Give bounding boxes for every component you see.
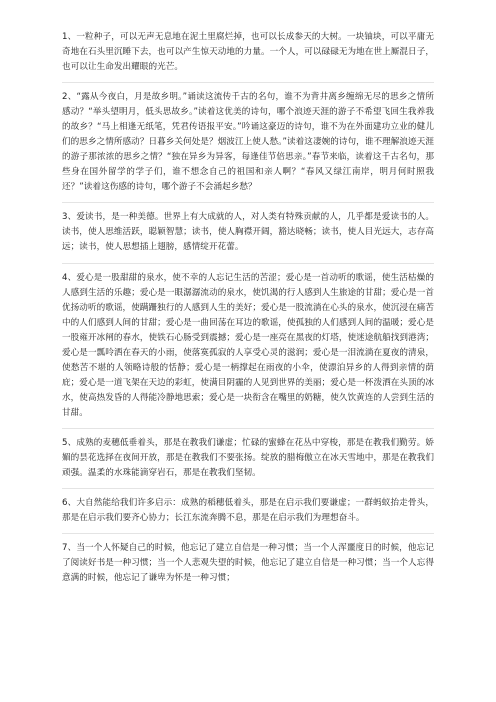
paragraph-3: 3、爱读书，是一种美德。世界上有大成就的人，对人类有特殊贡献的人，几乎都是爱读书的人。读书，使人思维活跃，聪颖智慧；读书，使人胸襟开阔，豁达晓畅；读书，使人目光远大，志存高远；读书，使人思想插上翅膀，感情绽开花蕾。 <box>62 212 434 253</box>
paragraph-divider <box>62 488 434 489</box>
paragraph-7: 7、当一个人怀疑自己的时候，他忘记了建立自信是一种习惯；当一个人浑噩度日的时候，他忘记了阅读好书是一种习惯；当一个人悲观失望的时候，他忘记了建立自信是一种习惯；当一个人忘得意满的时候，他忘记了谦卑为怀是一种习惯； <box>62 543 434 584</box>
paragraph-divider <box>62 202 434 203</box>
paragraph-4: 4、爱心是一股甜甜的泉水，使不幸的人忘记生活的苦涩；爱心是一首动听的歌谣，使生活枯燥的人感到生活的乐趣；爱心是一眼潺潺流动的泉水，使饥渴的行人感到人生旅途的甘甜；爱心是一首优扬动听的歌谣，使蹒跚独行的人感到人生的美好；爱心是一股流淌在心头的泉水，使沉浸在痛苦中的人们感到人间的甘甜；爱心是一曲回荡在耳边的歌谣，使孤独的人们感到人间的温暖；爱心是一股雍开冰闸的春水，使铁石心肠受到震撼；爱心是一座亮在黑夜的灯塔，使迷途航船找到港湾；爱心是一瓢呤洒在春天的小雨，使落寞孤寂的人享受心灵的滋润；爱心是一泪流淌在夏夜的清泉，使愁苦不堪的人领略诗般的恬静；爱心是一柄撑起在雨夜的小伞，使漂泊异乡的人得到亲情的荫庇；爱心是一道飞架在天边的彩虹，使满目阴霾的人见到世界的美丽；爱心是一杯泼洒在头顶的冰水，使高热发昏的人得能冷静地思索；爱心是一块衔含在嘴里的奶糖，使久饮黄连的人尝到生活的甘甜。 <box>62 272 434 418</box>
paragraph-2: 2、“露从今夜白，月是故乡明。”诵读这流传千古的名句，谁不为背井离乡缠绵无尽的思乡之情所感动？“举头望明月，低头思故乡。”读着这优美的诗句，哪个浪迹天涯的游子不希望飞回生我养我的故乡？“马上相逢无纸笔，凭君传语报平安。”吟诵这豪迈的诗句，谁不为在外面建功立业的健儿们的思乡之情所感动？日暮乡关何处是？烟波江上使人愁。”读着这凄婉的诗句，谁不理解浪迹天涯的游子那浓浓的思乡之情？“独在异乡为异客，每逢佳节倍思亲。”春节来临，读着这千古名句，那些身在国外留学的学子们，谁不想念自己的祖国和亲人啊？“春风又绿江南岸，明月何时照我还？”读着这伤感的诗句，哪个游子不会涌起乡愁？ <box>62 92 434 193</box>
paragraph-5: 5、成熟的麦穗低垂着头，那是在教我们谦虚；忙碌的蜜蜂在花丛中穿梭，那是在教我们勤劳。娇媚的昙花选择在夜间开放，那是在教我们不要张扬。绽放的腊梅傲立在冰天雪地中，那是在教我们顽强。温柔的水珠能滴穿岩石，那是在教我们坚韧。 <box>62 437 434 478</box>
paragraph-divider <box>62 533 434 534</box>
paragraph-divider <box>62 428 434 429</box>
paragraph-1: 1、一粒种子，可以无声无息地在泥土里腐烂掉，也可以长成参天的大树。一块铀块，可以平庸无奇地在石头里沉睡下去，也可以产生惊天动地的力量。一个人，可以碌碌无为地在世上厮混日子，也可以让生命发出耀眼的光芒。 <box>62 32 434 72</box>
paragraph-divider <box>62 263 434 264</box>
paragraph-divider <box>62 82 434 83</box>
document-body <box>62 30 434 593</box>
paragraph-6: 6、大自然能给我们许多启示：成熟的稻穗低着头，那是在启示我们要谦虚；一群蚂蚁抬走骨头，那是在启示我们要齐心协力；长江东流奔腾不息，那是在启示我们为理想奋斗。 <box>62 497 434 523</box>
